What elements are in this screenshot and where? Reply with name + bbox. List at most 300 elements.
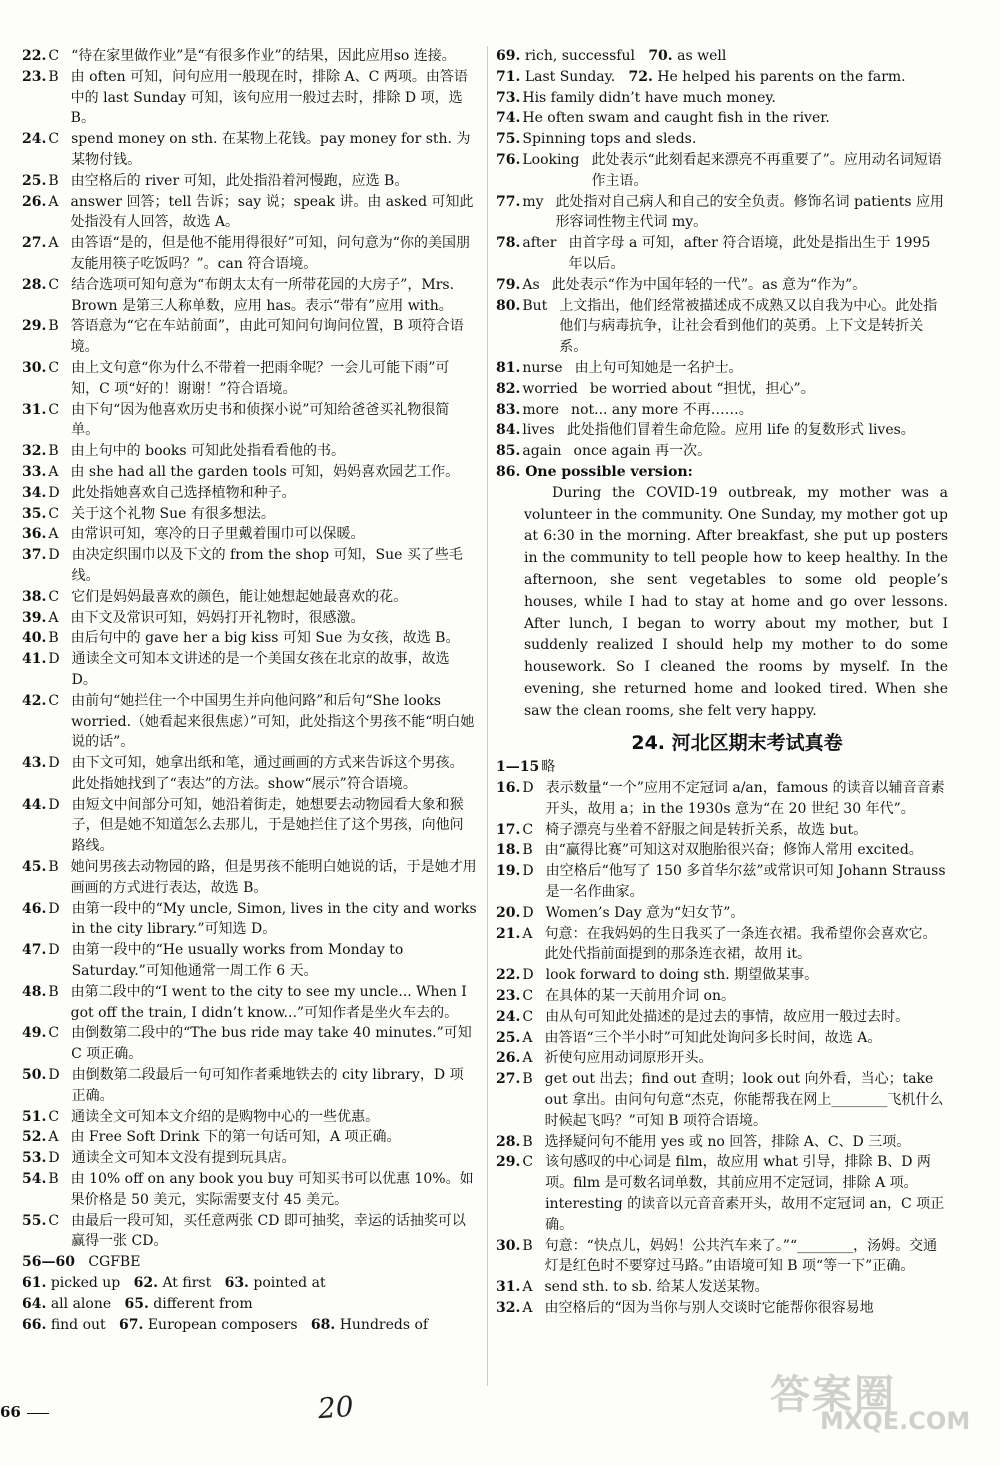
answer-entry — [496, 441, 948, 462]
item-number: 24. — [496, 1008, 521, 1025]
item-answer: A — [48, 609, 59, 626]
item-answer: D — [48, 651, 60, 668]
item-answer: A — [522, 1279, 533, 1296]
item-number: 73. — [496, 89, 521, 106]
item-explanation: 通读全文可知本文介绍的是购物中心的一些优惠。 — [71, 1108, 380, 1125]
item-number: 64. — [22, 1295, 47, 1312]
item-answer: B — [522, 1133, 533, 1150]
item-answer: nurse — [522, 359, 563, 376]
answer-entry — [496, 192, 948, 234]
answer-entry — [496, 358, 948, 379]
answer-entry — [22, 899, 482, 941]
item-number: 48. — [22, 983, 47, 1000]
item-answer: after — [522, 235, 557, 252]
item-explanation: 由答语“三个半小时”可知此处询问多长时间，故选 A。 — [544, 1029, 882, 1046]
item-number: 79. — [496, 276, 521, 293]
item-explanation: 此处指对自己病人和自己的安全负责。修饰名词 patients 应用形容词性物主代词 my。 — [555, 193, 944, 231]
item-answer: C — [48, 359, 60, 376]
item-answer: A — [522, 1029, 533, 1046]
item-number: 80. — [496, 297, 521, 314]
answer-entry — [22, 1211, 477, 1253]
answer-entry — [22, 649, 477, 691]
item-explanation: 上文指出，他们经常被描述成不成熟又以自我为中心。此处指他们与病毒抗争，让社会看到他们的英勇。上下文是转折关系。 — [559, 297, 938, 356]
item-answer: D — [48, 942, 60, 959]
answer-entry — [22, 504, 477, 525]
item-number: 67. — [119, 1316, 144, 1333]
item-answer: C — [48, 48, 60, 64]
item-explanation: 由上句可知她是一名护士。 — [574, 359, 743, 376]
item-number: 72. — [628, 68, 653, 85]
answer-entry — [22, 1065, 477, 1107]
item-number: 82. — [496, 380, 521, 397]
item-answer: B — [522, 1237, 533, 1254]
item-explanation: 由 10% off on any book you buy 可知买书可以优惠 10%。如果价格是 50 美元，实际需要支付 45 美元。 — [70, 1171, 474, 1208]
item-number: 32. — [22, 443, 47, 460]
answer-entry — [22, 192, 477, 234]
item-number: 44. — [22, 796, 47, 813]
item-number: 38. — [22, 588, 47, 605]
item-explanation: 句意：“快点儿，妈妈！公共汽车来了。”“________，汤姆。交通灯是红色时不要穿过马路。”由语境可知 B 项“等一下”正确。 — [544, 1237, 938, 1275]
item-number: 77. — [496, 193, 521, 210]
answer-entry — [22, 524, 477, 545]
item-answer: C — [48, 1212, 60, 1229]
item-number: 76. — [496, 151, 521, 168]
item-answer: As — [522, 276, 540, 293]
item-explanation: His family didn’t have much money. — [522, 89, 776, 106]
answer-row — [22, 1273, 477, 1294]
item-number: 49. — [22, 1025, 47, 1042]
essay-body: During the COVID-19 outbreak, my mother was a volunteer in the community. One Sunday, my mother got up at 6:30 in the morning. After breakfast, she put up posters in the community to tell people how to keep healthy. In the afternoon, she sent vegetables to some old people’s houses, while I had to stay at home and go over lessons. After lunch, I began to worry about my mother, but I suddenly realized I should help my mother to do some housework. So I cleaned the rooms by myself. In the evening, she returned home and looked tired. When she saw the clean rooms, she felt very happy. — [524, 484, 948, 719]
item-number: 62. — [133, 1275, 158, 1292]
item-answer: A — [522, 925, 533, 942]
item-number: 32. — [496, 1300, 521, 1317]
answer-entry — [22, 857, 477, 899]
column-divider — [487, 46, 488, 1386]
item-number: 18. — [496, 842, 521, 859]
item-number: 21. — [496, 925, 521, 942]
answer-entry — [496, 233, 948, 275]
item-answer: D — [48, 755, 60, 772]
item-answer: A — [522, 1050, 533, 1067]
item-number: 42. — [22, 692, 47, 709]
answer-entry — [496, 1048, 948, 1069]
answer-entry — [496, 379, 948, 400]
item-explanation: 该句感叹的中心词是 film，故应用 what 引导，排除 B、D 两项。film 是可数名词单数，其前应用不定冠词，排除 A 项。interesting 的读音以元音音素开头，故用不定冠词 an，C 项正确。 — [545, 1154, 945, 1233]
answer-entry — [496, 757, 948, 778]
watermark-url: MXQE.COM — [820, 1406, 971, 1435]
item-number: 24. — [22, 131, 47, 148]
item-number: 31. — [496, 1279, 521, 1296]
item-explanation: 选择疑问句不能用 yes 或 no 回答，排除 A、C、D 三项。 — [544, 1133, 911, 1150]
item-answer: D — [48, 547, 60, 564]
item-explanation: 祈使句应用动词原形开头。 — [544, 1050, 713, 1067]
item-number: 78. — [496, 235, 521, 252]
item-number: 74. — [496, 110, 521, 127]
item-answer: 略 — [541, 759, 556, 776]
item-explanation: 关于这个礼物 Sue 有很多想法。 — [71, 505, 275, 522]
item-answer: B — [522, 842, 533, 859]
item-number: 25. — [496, 1029, 521, 1046]
item-number: 31. — [22, 401, 47, 418]
item-explanation: 由答语“是的，但是他不能用得很好”可知，问句意为“你的美国朋友能用筷子吃饭吗？”。can 符合语境。 — [70, 235, 470, 272]
item-answer: D — [48, 1150, 60, 1167]
item-number: 41. — [22, 651, 47, 668]
item-answer: B — [48, 630, 59, 647]
answer-entry — [496, 778, 948, 820]
item-explanation: get out 出去；find out 查明；look out 向外看，当心；take out 拿出。由问句句意“杰克，你能帮我在网上________飞机什么时候起飞吗？”可知 B 项符合语境。 — [544, 1071, 944, 1129]
item-explanation: “待在家里做作业”是“有很多作业”的结果，因此应用so 连接。 — [71, 48, 456, 64]
watermark-logo — [770, 1372, 971, 1435]
item-answer: D — [522, 904, 534, 921]
item-answer: C — [522, 988, 534, 1005]
item-explanation: 由 Free Soft Drink 下的第一句话可知，A 项正确。 — [70, 1129, 401, 1146]
item-answer: picked up — [50, 1275, 121, 1292]
answer-entry — [496, 1298, 948, 1319]
answer-entry — [22, 940, 477, 982]
item-answer: A — [48, 193, 59, 210]
answer-entry — [22, 545, 477, 587]
item-answer: all alone — [50, 1295, 112, 1312]
item-number: 1—15 — [496, 759, 540, 776]
answer-entry — [22, 1127, 477, 1148]
item-answer: Looking — [522, 151, 580, 168]
item-explanation: 结合选项可知句意为“布朗太太有一所带花园的大房子”，Mrs. Brown 是第三人称单数，应用 has。表示“带有”应用 with。 — [71, 276, 459, 314]
answer-entry — [22, 1169, 477, 1211]
item-answer: A — [48, 463, 59, 480]
item-number: 25. — [22, 172, 47, 189]
answer-entry — [496, 420, 948, 441]
item-explanation: 由最后一段可知，买任意两张 CD 即可抽奖，幸运的话抽奖可以赢得一张 CD。 — [71, 1212, 466, 1250]
answer-entry — [22, 400, 477, 442]
item-number: 69. — [496, 48, 521, 64]
answer-entry — [22, 46, 477, 67]
item-explanation: not... any more 不再……。 — [571, 401, 753, 418]
item-explanation: 由下句“因为他喜欢历史书和侦探小说”可知给爸爸买礼物很简单。 — [71, 401, 450, 439]
left-column — [22, 46, 482, 1335]
item-explanation — [567, 757, 948, 778]
item-answer: C — [48, 131, 60, 148]
item-answer: B — [48, 859, 59, 876]
item-explanation: 句意：在我妈妈的生日我买了一条连衣裙。我希望你会喜欢它。此处代指前面提到的那条连衣裙，故用 it。 — [544, 925, 937, 963]
item-number: 27. — [22, 235, 47, 252]
answer-entry — [496, 275, 948, 296]
answer-entry — [496, 1132, 948, 1153]
item-number: 40. — [22, 630, 47, 647]
item-answer: different from — [153, 1295, 253, 1312]
item-number: 63. — [224, 1275, 249, 1292]
item-explanation: 由首字母 a 可知，after 符合语境，此处是指出生于 1995 年以后。 — [568, 235, 935, 272]
answer-entry — [496, 1236, 948, 1278]
item-answer: worried — [522, 380, 578, 397]
answer-entry — [496, 88, 948, 109]
item-answer: D — [48, 796, 60, 813]
item-number: 28. — [496, 1133, 521, 1150]
answer-entry — [22, 316, 477, 358]
item-answer: D — [48, 900, 60, 917]
item-explanation: 在具体的某一天前用介词 on。 — [545, 988, 735, 1005]
item-explanation: 由上句中的 books 可知此处指看看他的书。 — [70, 443, 346, 460]
item-number: 70. — [648, 48, 673, 64]
answer-entry — [22, 1023, 477, 1065]
item-answer: lives — [522, 422, 555, 439]
item-explanation: 由空格后“他写了 150 多首华尔兹”或常识可知 Johann Strauss 是一名作曲家。 — [545, 863, 950, 901]
item-explanation: 由前句“她拦住一个中国男生并向他问路”和后句“She looks worried.（她看起来很焦虑）”可知，此处指这个男孩不能“明白她说的话”。 — [71, 692, 475, 751]
item-explanation: 此处指她喜欢自己选择植物和种子。 — [71, 484, 296, 501]
answer-entry — [22, 462, 477, 483]
item-answer: C — [48, 692, 60, 709]
item-number: 26. — [496, 1050, 521, 1067]
answer-entry — [22, 483, 477, 504]
answer-entry — [22, 171, 477, 192]
answer-entry — [496, 861, 948, 903]
answer-entry — [496, 108, 948, 129]
item-answer: C — [522, 1154, 534, 1171]
item-number: 17. — [496, 821, 521, 838]
item-answer: C — [48, 1108, 60, 1125]
item-explanation: 此处表示“此刻看起来漂亮不再重要了”。应用动名词短语作主语。 — [591, 151, 942, 189]
item-number: 39. — [22, 609, 47, 626]
answer-entry — [22, 129, 477, 171]
item-number: 75. — [496, 131, 521, 148]
item-explanation: 由空格后的 river 可知，此处指沿着河慢跑，应选 B。 — [70, 172, 409, 189]
item-explanation: Spinning tops and sleds. — [522, 131, 697, 148]
item-explanation: 它们是妈妈最喜欢的颜色，能让她想起她最喜欢的花。 — [71, 588, 408, 605]
answer-row — [22, 1252, 477, 1273]
item-explanation: 由倒数第二段中的“The bus ride may take 40 minutes.”可知 C 项正确。 — [71, 1025, 477, 1063]
answer-entry — [496, 150, 948, 192]
item-answer: C — [48, 1025, 60, 1042]
item-explanation: be worried about “担忧，担心”。 — [589, 380, 815, 397]
item-number: 26. — [22, 193, 47, 210]
item-number: 81. — [496, 359, 521, 376]
item-explanation: 她问男孩去动物园的路，但是男孩不能明白她说的话，于是她才用画画的方式进行表达，故选 B。 — [70, 859, 477, 896]
answer-row — [22, 1294, 477, 1315]
item-number: 45. — [22, 859, 47, 876]
item-explanation: 由第一段中的“He usually works from Monday to Saturday.”可知他通常一周工作 6 天。 — [71, 942, 408, 980]
item-explanation: 由常识可知，寒冷的日子里戴着围巾可以保暖。 — [70, 526, 365, 543]
item-answer: B — [48, 68, 59, 85]
item-explanation: 由“赢得比赛”可知这对双胞胎很兴奋；修饰人常用 excited。 — [544, 842, 923, 859]
page-number: 66 — [0, 1403, 21, 1421]
item-number: 23. — [496, 988, 521, 1005]
item-answer: rich, successful — [524, 48, 635, 64]
item-explanation: He often swam and caught fish in the river. — [522, 110, 830, 127]
item-explanation: 由 she had all the garden tools 可知，妈妈喜欢园艺工作。 — [70, 463, 460, 480]
answer-row — [496, 67, 948, 88]
item-answer: D — [522, 863, 534, 880]
item-number: 50. — [22, 1067, 47, 1084]
item-explanation: 通读全文可知本文没有提到玩具店。 — [71, 1150, 296, 1167]
item-answer: my — [522, 193, 544, 210]
item-answer: again — [522, 443, 562, 460]
item-number: 56—60 — [22, 1254, 75, 1271]
answer-entry — [496, 1007, 948, 1028]
answer-entry — [22, 441, 477, 462]
item-answer: Last Sunday. — [524, 68, 616, 85]
answer-entry — [496, 129, 948, 150]
item-explanation: 由空格后的“因为当你与别人交谈时它能帮你很容易地 — [544, 1300, 874, 1317]
item-number: 66. — [22, 1316, 47, 1333]
answer-entry — [496, 965, 948, 986]
item-answer: B — [48, 1171, 59, 1188]
item-answer: C — [48, 588, 60, 605]
item-number: 54. — [22, 1171, 47, 1188]
answer-entry — [22, 691, 477, 753]
item-explanation: 由第一段中的“My uncle, Simon, lives in the city and works in the city library.”可知选 D。 — [71, 900, 482, 938]
answer-entry — [496, 986, 948, 1007]
answer-entry — [496, 840, 948, 861]
item-number: 23. — [22, 68, 47, 85]
item-answer: B — [522, 1071, 533, 1088]
answer-entry — [496, 1277, 948, 1298]
item-explanation: 此处表示“作为中国年轻的一代”。as 意为“作为”。 — [551, 276, 867, 293]
answer-entry — [496, 1069, 948, 1131]
item-answer: A — [48, 235, 59, 252]
answer-entry — [496, 400, 948, 421]
item-answer: He helped his parents on the farm. — [657, 68, 906, 85]
item-answer: as well — [677, 48, 727, 64]
item-answer: At first — [162, 1275, 212, 1292]
item-number: 35. — [22, 505, 47, 522]
answer-entry — [22, 67, 477, 129]
item-explanation: 答语意为“它在车站前面”，由此可知问句询问位置，B 项符合语境。 — [70, 318, 464, 356]
item-number: 29. — [496, 1154, 521, 1171]
item-number: 20. — [496, 904, 521, 921]
item-answer: B — [48, 443, 59, 460]
answer-entry — [22, 1148, 477, 1169]
answer-entry — [496, 903, 948, 924]
answer-entry — [22, 233, 477, 275]
item-number: 19. — [496, 863, 521, 880]
answer-entry — [22, 795, 477, 857]
item-number: 37. — [22, 547, 47, 564]
answer-entry — [22, 358, 477, 400]
answer-entry — [496, 296, 948, 358]
item-number: 65. — [124, 1295, 149, 1312]
item-explanation: 由第二段中的“I went to the city to see my uncle... When I got off the train, I didn’t know...”可知作者是坐火车去的。 — [70, 983, 472, 1021]
essay-heading: 86. One possible version: — [496, 463, 693, 480]
answer-row — [22, 1315, 477, 1336]
item-explanation: spend money on sth. 在某物上花钱。pay money for sth. 为某物付钱。 — [71, 131, 471, 168]
item-number: 16. — [496, 780, 521, 797]
item-explanation: answer 回答；tell 告诉；say 说；speak 讲。由 asked 可知此处指没有人回答，故选 A。 — [70, 193, 474, 231]
item-answer: D — [48, 484, 60, 501]
item-answer: B — [48, 318, 59, 335]
watermark-main: 答案圈 — [770, 1372, 896, 1418]
item-explanation: 由后句中的 gave her a big kiss 可知 Sue 为女孩，故选 B。 — [70, 630, 460, 647]
page-footer — [0, 1402, 49, 1423]
item-answer: A — [48, 1129, 59, 1146]
footer-rule — [27, 1413, 49, 1414]
right-column — [496, 46, 948, 1319]
item-number: 51. — [22, 1108, 47, 1125]
item-explanation: send sth. to sb. 给某人发送某物。 — [544, 1279, 769, 1296]
item-explanation: 由下文可知，她拿出纸和笔，通过画画的方式来告诉这个男孩。此处指她找到了“表达”的方法。show“展示”符合语境。 — [71, 755, 464, 792]
answer-entry — [22, 1107, 477, 1128]
section-title: 24. 河北区期末考试真卷 — [631, 731, 843, 754]
item-number: 30. — [496, 1237, 521, 1254]
item-answer: find out — [50, 1316, 106, 1333]
item-explanation: 由下文及常识可知，妈妈打开礼物时，很感激。 — [70, 609, 365, 626]
answer-entry — [22, 753, 477, 795]
answer-entry — [22, 982, 477, 1024]
item-number: 84. — [496, 422, 521, 439]
item-number: 33. — [22, 463, 47, 480]
item-number: 27. — [496, 1071, 521, 1088]
item-explanation: 由 often 可知，问句应用一般现在时，排除 A、C 两项。由答语中的 last Sunday 可知，该句应用一般过去时，排除 D 项，选 B。 — [70, 68, 468, 127]
item-explanation: 表示数量“一个”应用不定冠词 a/an，famous 的读音以辅音音素开头，故用 a；in the 1930s 意为“在 20 世纪 30 年代”。 — [545, 780, 945, 817]
item-explanation: 由倒数第二段最后一句可知作者乘地铁去的 city library，D 项正确。 — [71, 1067, 464, 1104]
item-explanation: 椅子漂亮与坐着不舒服之间是转折关系，故选 but。 — [545, 821, 868, 838]
item-answer: But — [522, 297, 548, 314]
item-explanation: 通读全文可知本文讲述的是一个美国女孩在北京的故事，故选 D。 — [71, 651, 455, 688]
item-number: 85. — [496, 443, 521, 460]
item-explanation: Women’s Day 意为“妇女节”。 — [545, 904, 745, 921]
item-answer: C — [48, 505, 60, 522]
item-explanation: 由短文中间部分可知，她沿着街走，她想要去动物园看大象和猴子，但是她不知道怎么去那儿，于是她拦住了这个男孩，向他问路线。 — [71, 796, 464, 855]
item-number: 29. — [22, 318, 47, 335]
answer-entry — [22, 628, 477, 649]
item-answer: C — [48, 276, 60, 293]
item-number: 43. — [22, 755, 47, 772]
item-number: 30. — [22, 359, 47, 376]
answer-entry — [22, 275, 477, 317]
item-explanation: 由决定织围巾以及下文的 from the shop 可知，Sue 买了些毛线。 — [71, 547, 463, 584]
item-explanation: once again 再一次。 — [573, 443, 712, 460]
item-explanation: 由上文句意“你为什么不带着一把雨伞呢？一会儿可能下雨”可知，C 项“好的！谢谢！”符合语境。 — [71, 359, 450, 397]
item-number: 22. — [22, 48, 47, 64]
item-number: 83. — [496, 401, 521, 418]
item-number: 55. — [22, 1212, 47, 1229]
item-explanation: look forward to doing sth. 期望做某事。 — [545, 967, 819, 984]
item-number: 34. — [22, 484, 47, 501]
item-explanation: 此处指他们冒着生命危险。应用 life 的复数形式 lives。 — [566, 422, 915, 439]
item-answer: European composers — [147, 1316, 298, 1333]
item-answer: B — [48, 983, 59, 1000]
answer-entry — [22, 608, 477, 629]
item-answer: more — [522, 401, 560, 418]
answer-entry — [496, 924, 948, 966]
item-answer: D — [522, 780, 534, 797]
item-number: 61. — [22, 1275, 47, 1292]
item-number: 22. — [496, 967, 521, 984]
handwritten-mark: 20 — [316, 1389, 355, 1426]
item-number: 46. — [22, 900, 47, 917]
item-answer: A — [48, 526, 59, 543]
item-answer: D — [522, 967, 534, 984]
item-explanation: 由从句可知此处描述的是过去的事情，故应用一般过去时。 — [545, 1008, 910, 1025]
item-answer: C — [522, 821, 534, 838]
item-number: 52. — [22, 1129, 47, 1146]
item-answer: B — [48, 172, 59, 189]
item-answer: C — [48, 401, 60, 418]
item-number: 53. — [22, 1150, 47, 1167]
answer-entry — [496, 1028, 948, 1049]
item-number: 71. — [496, 68, 521, 85]
item-number: 36. — [22, 526, 47, 543]
item-answer: A — [522, 1300, 533, 1317]
item-answer: CGFBE — [74, 1254, 141, 1271]
item-answer: C — [522, 1008, 534, 1025]
item-number: 47. — [22, 942, 47, 959]
answer-entry — [496, 820, 948, 841]
item-answer: Hundreds of — [339, 1316, 429, 1333]
item-answer: D — [48, 1067, 60, 1084]
answer-entry — [22, 587, 477, 608]
item-answer: pointed at — [253, 1275, 326, 1292]
item-number: 28. — [22, 276, 47, 293]
answer-row — [496, 46, 948, 67]
